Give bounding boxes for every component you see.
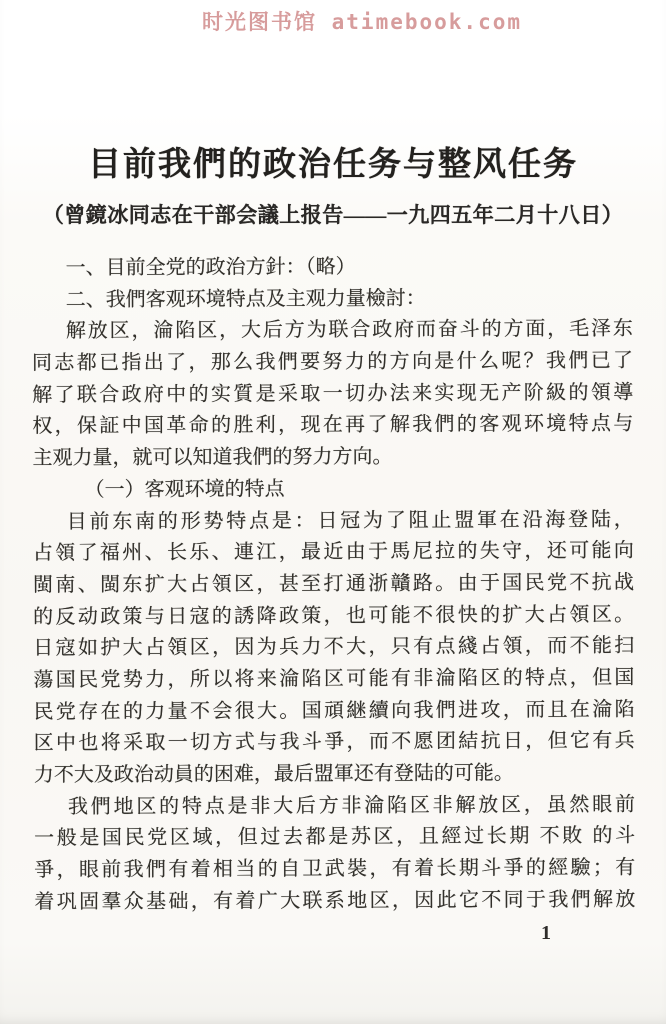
text-line: 解了联合政府中的实質是采取一切办法来实现无产阶級的領導 [32, 381, 634, 407]
text-line: 着巩固羣众基础，有着广大联系地区，因此它不同于我們解放 [34, 888, 636, 914]
text-line: 主观力量，就可以知道我們的努力方向。 [32, 445, 393, 470]
text-line: 二、我們客观环境特点及主观力量檢討： [65, 287, 426, 311]
text-line: 日寇如护大占領区，因为兵力不大，只有点綫占領，而不能扫 [33, 634, 635, 660]
document-subtitle: （曾鏡冰同志在干部会議上报告——一九四五年二月十八日） [42, 203, 624, 227]
text-line: 同志都已指出了，那么我們要努力的方向是什么呢？我們已了 [31, 349, 634, 375]
watermark: 时光图书馆 atimebook.com [202, 10, 523, 34]
text-line: 閩南、閩东扩大占領区，甚至打通浙贛路。由于国民党不抗战 [32, 571, 635, 597]
text-line: 力不大及政治动員的困难，最后盟軍还有登陆的可能。 [33, 762, 514, 787]
text-line: 权，保証中国革命的胜利，现在再了解我們的客观环境特点与 [32, 413, 634, 438]
text-line: 区中也将采取一切方式与我斗爭，而不愿团結抗日，但它有兵 [33, 729, 635, 755]
document-title: 目前我們的政治任务与整风任务 [88, 147, 578, 183]
text-line: 解放区，淪陷区，大后方为联合政府而奋斗的方面，毛泽东 [65, 318, 633, 343]
text-line: 的反动政策与日寇的誘降政策，也可能不很快的扩大占領区。 [33, 603, 635, 628]
text-line: 爭，眼前我們有着相当的自卫武裝，有着长期斗爭的經驗；有 [34, 856, 636, 882]
text-line: （一）客观环境的特点 [84, 478, 285, 501]
page-number: 1 [541, 922, 551, 944]
text-line: 我們地区的特点是非大后方非淪陷区非解放区，虽然眼前 [67, 793, 636, 818]
text-line: 民党存在的力量不会很大。国頑継續向我們进攻，而且在淪陷 [33, 698, 635, 723]
body-text [32, 251, 636, 919]
text-line: 占領了福州、长乐、連江，最近由于馬尼拉的失守，还可能向 [32, 539, 634, 565]
text-line: 目前东南的形势特点是：日冠为了阻止盟軍在沿海登陆， [66, 508, 634, 533]
text-line: 一、目前全党的政治方針：（略） [65, 255, 356, 280]
text-line: 一般是国民党区域，但过去都是苏区，且經过长期 不敗 的斗 [34, 825, 636, 850]
text-line: 蕩国民党势力，所以将来淪陷区可能有非淪陷区的特点，但国 [33, 666, 635, 692]
